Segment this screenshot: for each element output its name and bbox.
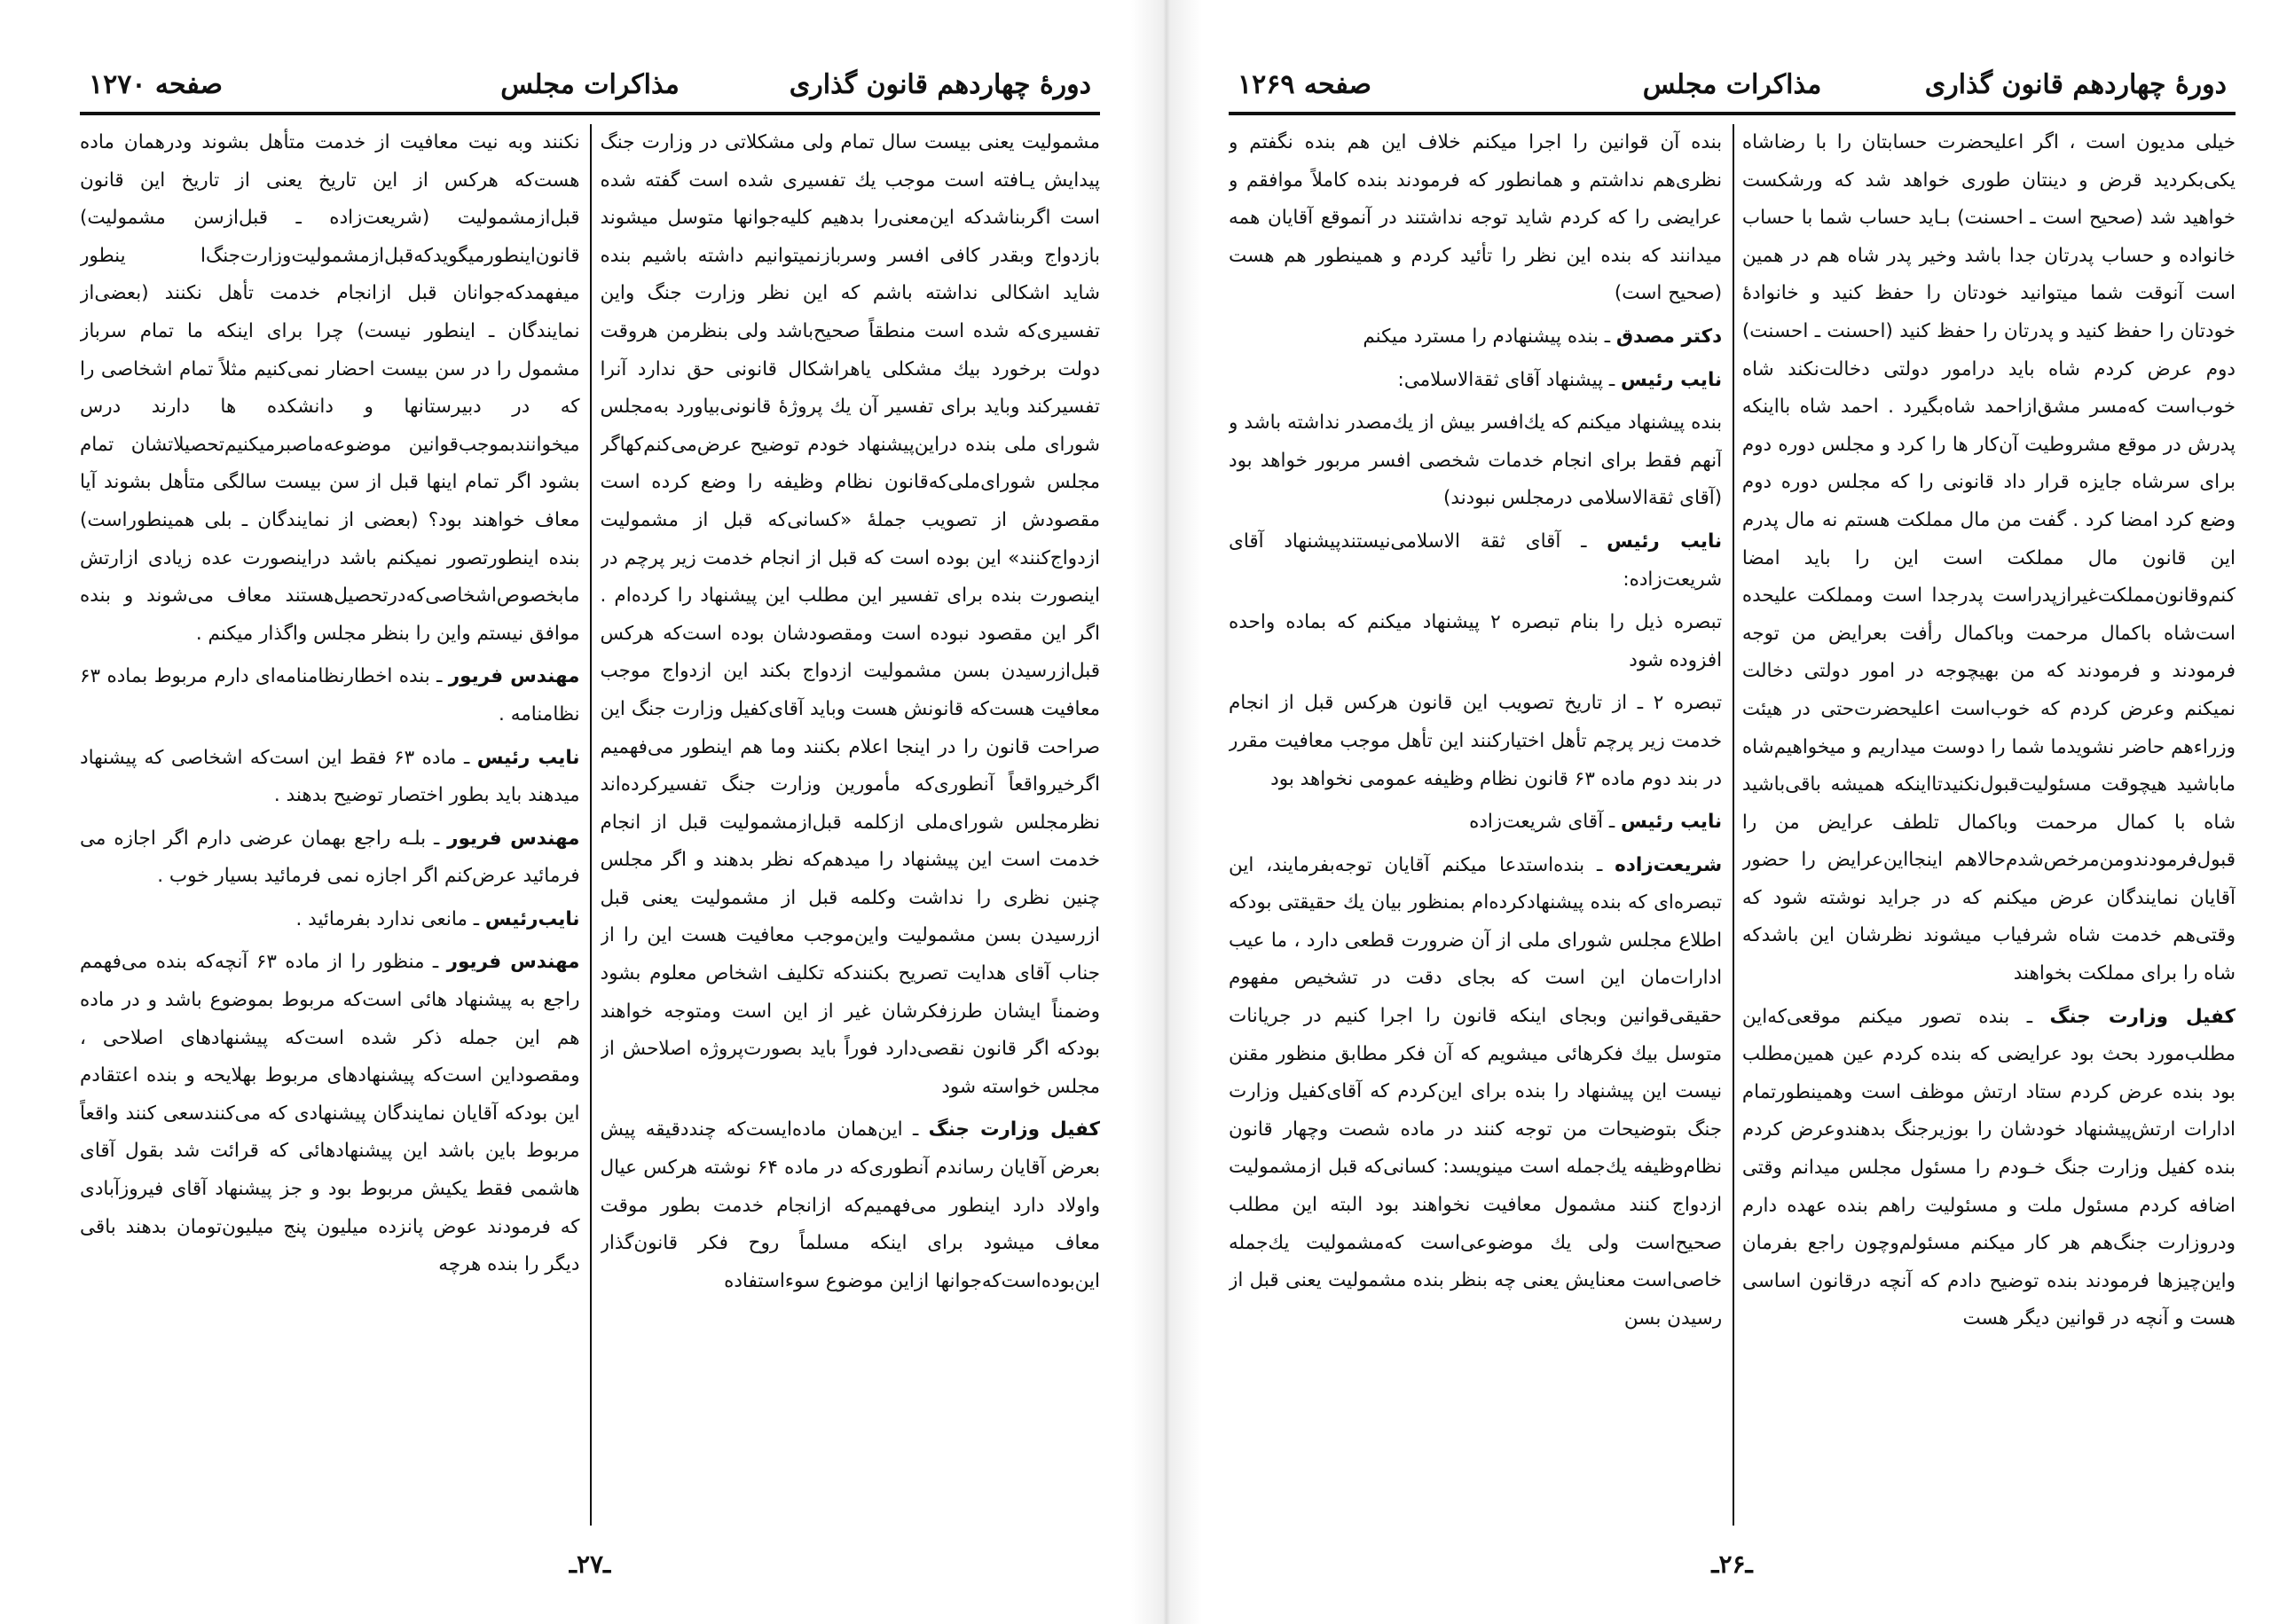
page-header	[80, 62, 1100, 115]
journal-title: دورهٔ چهاردهم قانون گذاری	[789, 69, 1091, 100]
paragraph: نایب رئیس ـ ماده ۶۳ فقط این است‌که اشخاصی که پیشنهاد میدهند باید بطور اختصار توضیح بدهند .	[80, 746, 580, 807]
book-gutter	[1131, 0, 1202, 1624]
folio-number: ـ۲۶ـ	[1711, 1549, 1753, 1579]
paragraph: مهندس فریور ـ بلـه راجع بهمان عرضی دارم اگر اجازه می فرمائید عرض‌کنم اگر اجازه نمی فرمائید بسیار خوب .	[80, 827, 580, 888]
column-divider	[1733, 124, 1734, 1526]
paragraph: بنده آن قوانین را اجرا میکنم خلاف این هم بنده نگفتم و نظری‌هم نداشتم و همانطور که فرمودند بنده کاملاً موافقم و عرایضی را که کردم شاید توجه نداشتند در آنموقع آقایان همه میدانند که بنده این نظر را تأئید کردم و همینطور هم هست (صحیح است)	[1229, 131, 1723, 305]
paragraph: مشمولیت یعنی بیست سال تمام ولی مشکلاتی در وزارت جنگ پیدایش یـافته است موجب یك تفسیری شده است گفته شده است اگربناشدکه این‌معنی‌را بدهیم کلیه‌جوانها متوسل میشوند بازدواج وبقدر کافی افسر وسرباز‌نمیتوانیم داشته باشیم بنده شاید اشکالی نداشته باشم که این نظر وزارت جنگ واین تفسیری‌که شده است منطقاً صحیح‌باشد ولی بنظرمن هروقت دولت برخورد بیك مشکلی یاهر‌اشکال قانونی حق ندارد آنرا تفسیر‌کند وباید برای تفسیر آن یك پروژهٔ قانونی‌بیاورد به‌مجلس شورای ملی بنده دراین‌پیشنهاد خودم توضیح عرض‌می‌کنم‌کهاگر مجلس شورای‌ملی‌که‌قانون نظام وظیفه را وضع کرده است مقصودش از تصویب جملهٔ «کسانی‌که قبل از مشمولیت ازدواج‌کنند» این بوده است که قبل از انجام خدمت زیر پرچم در اینصورت بنده برای تفسیر این مطلب این پیشنهاد را کرده‌ام . اگر این مقصود نبوده است ومقصودشان بوده است‌که هرکس قبل‌ازرسیدن بسن مشمولیت ازدواج بکند این ازدواج موجب معافیت هست‌که قانونش هست وباید آقای‌کفیل وزارت جنگ این صراحت قانون را در اینجا اعلام بکنند وما هم اینطور می‌فهمیم اگرخیرواقعاً آنطوری‌که مأمورین وزارت جنگ تفسیر‌کرده‌اند نظر‌مجلس شورای‌ملی از‌کلمه قبل‌ازمشمولیت قبل از انجام خدمت است این پیشنهاد را میدهم‌که نظر بدهند و اگر مجلس چنین نظری را نداشت وکلمه قبل از مشمولیت یعنی قبل ازرسیدن بسن مشمولیت واین‌موجب معافیت هست این را از جناب آقای هدایت تصریح بکنندکه تکلیف اشخاص معلوم بشود وضمناً ایشان طرزفکرشان غیر از این است ومتوجه خواهند بودکه اگر قانون نقصی‌دارد فوراً باید بصورت‌پروژه اصلاحش از مجلس خواسته شود	[600, 131, 1100, 1098]
journal-title: دورهٔ چهاردهم قانون گذاری	[1924, 69, 2227, 100]
paragraph: خیلی مدیون است ، اگر اعلیحضرت حسابتان را با رضاشاه یکی‌بکردید قرض و دینتان طوری خواهد شد که ورشکست خواهید شد (صحیح است ـ احسنت) بـاید حساب شما با حساب خانواده و حساب پدرتان جدا باشد وخیر پدر شاه هم در همین است آنوقت شما میتوانید خودتان را حفظ کنید و خانوادهٔ خودتان را حفظ کنید و پدرتان را حفظ کنید (احسنت ـ احسنت) دوم عرض کردم شاه باید درامور دولتی دخالت‌نکند شاه خوب‌است که‌مسر مشق‌از‌احمد شاه‌بگیرد . احمد شاه بااینکه پدرش در موقع مشروطیت آن‌کار ها را کرد و مجلس دوره دوم برای سرشاه جایزه قرار داد قانونی را که مجلس دوره دوم وضع کرد امضا کرد . گفت من مال مملکت هستم نه مال پدرم این قانون مال مملکت است این را باید امضا کنم‌و‌قانون‌مملکت‌غیراز‌پدراست پدرجدا است و‌مملکت علیحده است‌شاه باکمال مرحمت وباکمال رأفت بعرایض من توجه فرمودند و فرمودند که من بهیچوجه در امور دولتی دخالت نمیکنم‌ وعرض کردم که خوب‌است اعلیحضرت‌حتی در هیئت وزراء‌هم حاضر نشوید‌ما شما را دوست میداریم و میخواهیم‌شاه ماباشید هیچوقت مسئولیت‌قبول‌نکنیدتااینکه همیشه باقی‌باشید شاه با کمال مرحمت وباکمال تلطف عرایض من را قبول‌فرمودندو‌من‌مرخص‌شدم‌حالاهم اینجااین‌عرایض را حضور آقایان نمایندگان عرض میکنم که در جراید نوشته شود که وقتی‌هم خدمت شاه شرفیاب میشوند نظرشان این باشدکه شاه را برای مملکت بخواهند	[1741, 131, 2236, 985]
paragraph: شریعت‌زاده ـ بنده‌استدعا میکنم آقایان توجه‌بفرمایند، این تبصره‌ای که بنده پیشنهاد‌کرده‌ام بمنظور بیان یك حقیقتی بودکه اطلاع مجلس شورای ملی از آن ضرورت قطعی دارد ، ما عیب ادارات‌مان این است که بجای دقت در تشخیص مفهوم حقیقی‌قوانین وبجای اینکه قانون را اجرا کنیم در جریانات متوسل بیك فکرهائی میشویم که آن فکر مطابق منظور مقنن نیست این پیشنهاد را بنده برای این‌کردم که آقای‌کفیل وزارت جنگ بتوضیحات من توجه کنند در ماده شصت وچهار قانون نظام‌وظیفه یك‌جمله است مینویسد: کسانی‌که قبل ازمشمولیت ازدواج کنند مشمول معافیت نخواهند بود البته این مطلب صحیح‌است ولی یك موضوعی‌است که‌مشمولیت یك‌جمله خاصی‌است معنایش یعنی چه بنظر بنده مشمولیت یعنی قبل از رسیدن بسن	[1229, 853, 1723, 1330]
paragraph: کفیل وزارت جنگ ـ بنده تصور میکنم موقعی‌که‌این مطلب‌مورد بحث بود عرایضی که بنده کردم عین همین‌مطلب بود بنده عرض کردم ستاد ارتش موظف است و‌همینطورتمام ادارات‌ ارتش‌پیشنهاد خودشان را بوزیر‌جنگ بدهندو‌عرض کردم بنده کفیل وزارت جنگ خـودم را مسئول مجلس میدانم‌ وقتی اضافه کردم مسئول ملت و مسئولیت راهم بنده عهده دارم ودر‌وزارت جنگ‌هم هر کار میکنم مسئولم‌وچون راجع بفرمان واین‌چیزها فرمودند بنده توضیح دادم که آنچه درقانون اساسی هست و آنچه در قوانین دیگر هست	[1741, 1005, 2236, 1330]
paragraph: تبصره ذیل را بنام تبصره ۲ پیشنهاد میکنم که بماده واحده افزوده شود	[1229, 611, 1723, 671]
page-number-label: صفحه ۱۲۶۹	[1238, 69, 1371, 100]
paragraph: تبصره ۲ ـ از تاریخ تصویب این قانون هرکس قبل از انجام خدمت زیر پرچم تأهل اختیار‌کنند این تأهل موجب معافیت مقرر در بند دوم ماده ۶۳ قانون نظام وظیفه عمومی نخواهد بود	[1229, 692, 1723, 790]
paragraph: نایب رئیس ـ آقای شریعت‌زاده	[1469, 811, 1723, 834]
page-1269	[1229, 62, 2236, 1588]
paragraph: مهندس فریور ـ بنده اخطار‌نظامنامه‌ای دارم مربوط بماده ۶۳ نظامنامه .	[80, 665, 580, 726]
column-right	[1742, 124, 2236, 1526]
column-left	[1229, 124, 1722, 1526]
paragraph: دکتر مصدق ـ بنده پیشنهادم را مسترد میکنم	[1363, 325, 1723, 348]
section-title: مذاکرات مجلس	[1642, 69, 1822, 100]
paragraph: نکنند وبه نیت معافیت از خدمت متأهل بشوند ودرهمان ماده هست‌که هرکس از این تاریخ یعنی از تاریخ این قانون قبل‌ازمشمولیت (شریعت‌زاده ـ قبل‌از‌سن مشمولیت) قانون‌اینطورمیگویدکه‌قبل‌ازمشمولیت‌وزارت‌جنگ‌ا ینطور میفهمدکه‌جوانان قبل ازانجام خدمت تأهل نکنند (بعضی‌از نمایندگان ـ اینطور نیست) چرا برای اینکه ما تمام سرباز مشمول را در سن بیست احضار نمی‌کنیم مثلاً تمام اشخاصی را که در دبیرستانها و دانشکده ها دارند درس میخوانند‌بموجب‌قوانین‌ موضوعه‌ماصبر‌میکنیم‌تحصیلاتشان تمام بشود اگر تمام اینها قبل از سن بیست سالگی متأهل بشوند آیا معاف خواهند بود؟ (بعضی از نمایندگان ـ بلی همینطوراست) بنده اینطورتصور نمیکنم باشد دراینصورت عده زیادی ازارتش مابخصوص‌اشخاصی‌که‌در‌تحصیل‌هستند معاف می‌شوند و بنده موافق نیستم واین را بنظر مجلس واگذار میکنم .	[80, 131, 580, 645]
paragraph: مهندس فریور ـ منظور را از ماده ۶۳ آنچه‌که بنده می‌فهمم راجع به پیشنهاد هائی است‌که مربوط بموضوع باشد و در ماده هم این جمله ذکر شده است‌که پیشنهادهای اصلاحی ، ومقصوداین است‌که پیشنهادهای مربوط بهلایحه و بنده اعتقادم این بودکه آقایان نمایندگان پیشنهادی که می‌کنندسعی کنند واقعاً مربوط باین باشد این پیشنهادهائی که قرائت شد بقول آقای هاشمی فقط یکیش مربوط بود و جز پیشنهاد آقای فیروزآبادی که فرمودند عوض پانزده میلیون پنج میلیون‌تومان بدهند باقی دیگر را بنده هرچه	[80, 951, 580, 1276]
page-number-label: صفحه ۱۲۷۰	[89, 69, 223, 100]
page-1270	[80, 62, 1100, 1588]
folio-number: ـ۲۷ـ	[569, 1549, 611, 1579]
paragraph: نایب رئیس ـ پیشنهاد آقای ثقة‌الاسلامی:	[1397, 368, 1723, 391]
column-divider	[590, 124, 592, 1526]
section-title: مذاکرات مجلس	[500, 69, 680, 100]
paragraph: بنده پیشنهاد میکنم که یك‌افسر بیش از یك‌مصدر نداشته باشد و آنهم فقط برای انجام خدمات شخصی افسر مربور خواهد بود (آقای ثقة‌الاسلامی درمجلس نبودند)	[1229, 412, 1723, 510]
paragraph: نایب‌رئیس ـ مانعی ندارد بفرمائید .	[295, 907, 580, 930]
page-header	[1229, 62, 2236, 115]
paragraph: نایب رئیس ـ آقای ثقة الاسلامی‌نیستند‌پیشنهاد آقای شریعت‌زاده:	[1229, 530, 1723, 591]
paragraph: کفیل وزارت جنگ ـ این‌همان ماده‌ایست‌که چنددقیقه پیش بعرض آقایان رساندم آنطوری‌که در ماده ۶۴ نوشته هرکس عیال واولاد دارد اینطور می‌فهمیم‌که ازانجام خدمت بطور موقت معاف میشود برای اینکه مسلماً روح فکر قانون‌گذار این‌بوده‌است‌که‌جوانها ازاین موضوع سوءاستفاده	[600, 1118, 1100, 1292]
column-right	[601, 124, 1101, 1526]
column-left	[80, 124, 580, 1526]
